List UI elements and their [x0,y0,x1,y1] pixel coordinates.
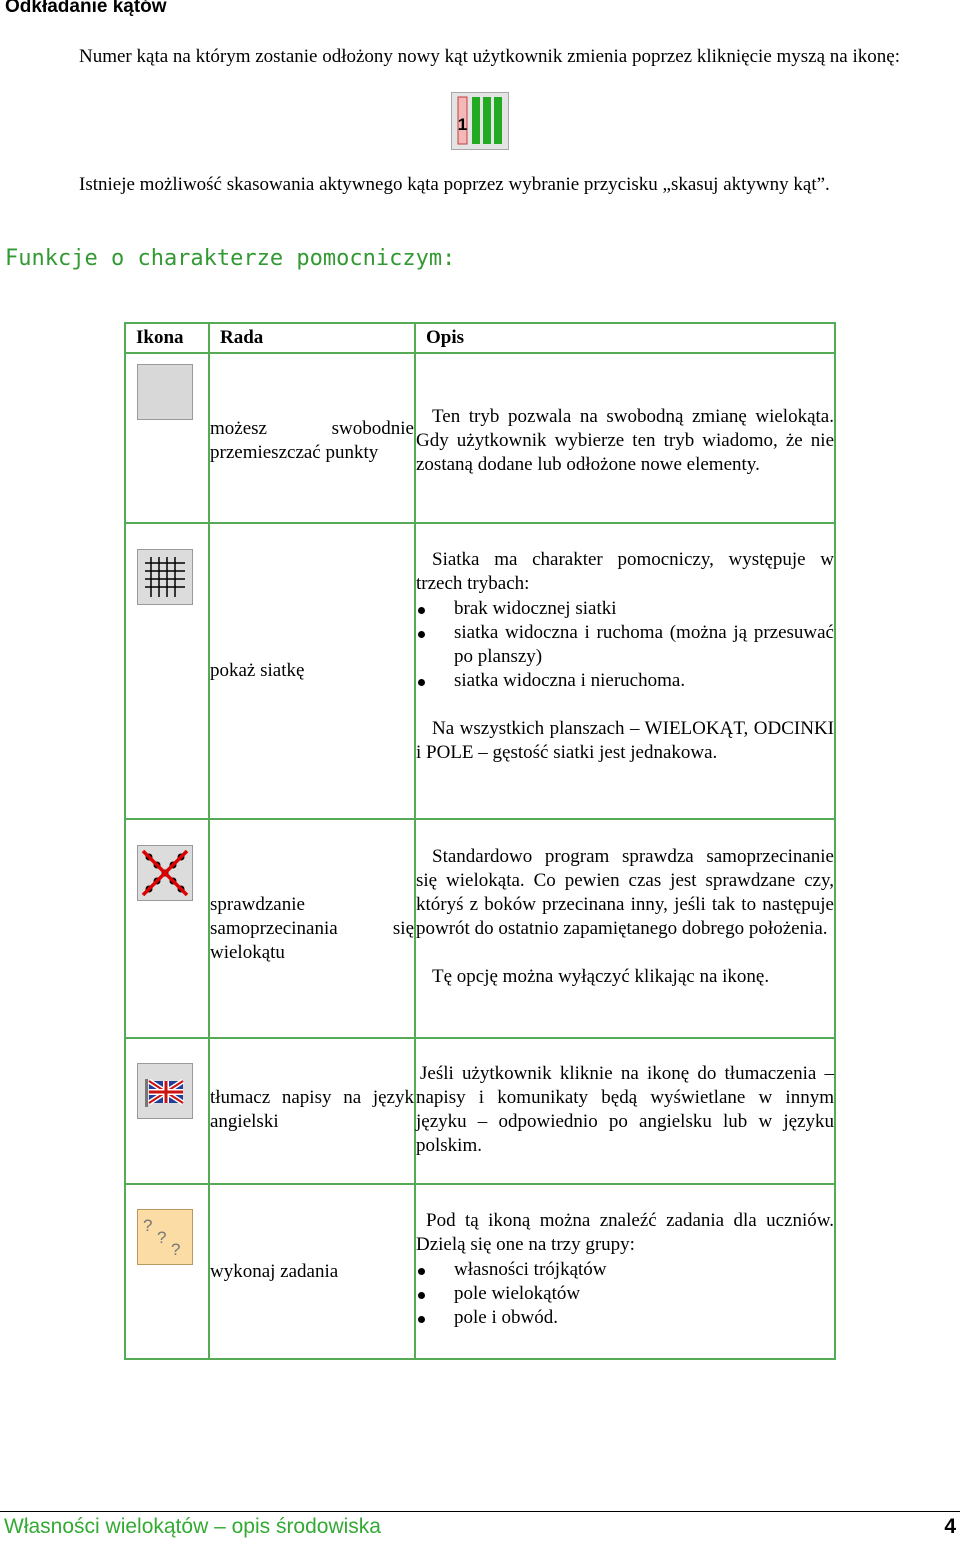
footer-divider [0,1511,960,1512]
angle-number-icon [452,93,508,149]
table-opis-cell: Pod tą ikoną można znaleźć zadania dla uczniów. Dzielą się one na trzy grupy: [416,1210,834,1255]
table-opis-cell: Jeśli użytkownik kliknie na ikonę do tłumaczenia – napisy i komunikaty będą wyświetlane w innym języku – odpowiednio po angielsku lub w języku polskim. [416,1063,834,1156]
self-intersection-button[interactable] [137,845,193,901]
table-header-row [125,323,835,353]
helpers-table [124,322,836,1360]
section-title: Odkładanie kątów [5,0,167,17]
table-rada-cell: możesz swobodnie przemieszczać punkty [210,418,414,463]
svg-text:?: ? [157,1228,167,1247]
table-rada-cell: tłumacz napisy na język angielski [210,1087,414,1132]
page-number: 4 [944,1515,956,1538]
header-rada: Rada [209,323,415,353]
list-item: siatka widoczna i nieruchoma. [454,669,834,693]
table-opis-cell: Siatka ma charakter pomocniczy, występuje w trzech trybach: [416,549,834,594]
angle-number-label: 1 [457,115,468,134]
list-item: siatka widoczna i ruchoma (można ją przesuwać po planszy) [454,622,834,667]
table-opis-note: Tę opcję można wyłączyć klikając na ikonę. [432,966,770,987]
grid-icon [137,549,193,605]
helpers-heading: Funkcje o charakterze pomocniczym: [5,246,456,271]
header-icon: Ikona [125,323,209,353]
table-rada-cell: wykonaj zadania [210,1260,339,1282]
footer-title: Własności wielokątów – opis środowiska [4,1515,381,1538]
self-intersection-check-icon [137,845,193,901]
table-opis-cell: Standardowo program sprawdza samoprzecinanie się wielokąta. Co pewien czas jest sprawdzane czy, któryś z boków przecinana inny, jeśli tak to następuje powrót do ostatnio zapamiętanego dobrego położenia. [416,846,834,939]
svg-text:?: ? [143,1216,153,1235]
table-rada-cell: sprawdzanie samoprzecinania się wielokątu [210,893,414,963]
table-row [125,1184,835,1359]
list-item: pole i obwód. [454,1306,834,1330]
table-row [125,819,835,1038]
table-row [125,1038,835,1184]
move-points-button[interactable] [137,364,193,420]
header-opis: Opis [415,323,835,353]
svg-text:?: ? [171,1240,181,1259]
question-marks-icon [137,1209,193,1265]
angle-number-button[interactable] [451,92,509,150]
delete-angle-paragraph: Istnieje możliwość skasowania aktywnego kąta poprzez wybranie przycisku „skasuj aktywny kąt”. [79,174,830,195]
blank-square-icon [137,364,193,420]
table-opis-cell: Ten tryb pozwala na swobodną zmianę wielokąta. Gdy użytkownik wybierze ten tryb wiadomo, że nie zostaną dodane lub odłożone nowe elementy. [416,406,834,475]
list-item: brak widocznej siatki [454,597,834,621]
list-item: pole wielokątów [454,1282,834,1306]
table-rada-cell: pokaż siatkę [210,660,305,681]
uk-flag-icon [137,1063,193,1119]
list-item: własności trójkątów [454,1258,834,1282]
table-opis-note: Na wszystkich planszach – WIELOKĄT, ODCINKI i POLE – gęstość siatki jest jednakowa. [416,718,834,763]
translate-button[interactable] [137,1063,193,1119]
tasks-button[interactable] [137,1209,193,1265]
table-row [125,353,835,523]
show-grid-button[interactable] [137,549,193,605]
table-row [125,523,835,819]
angle-number-paragraph: Numer kąta na którym zostanie odłożony nowy kąt użytkownik zmienia poprzez kliknięcie myszą na ikonę: [79,46,900,67]
